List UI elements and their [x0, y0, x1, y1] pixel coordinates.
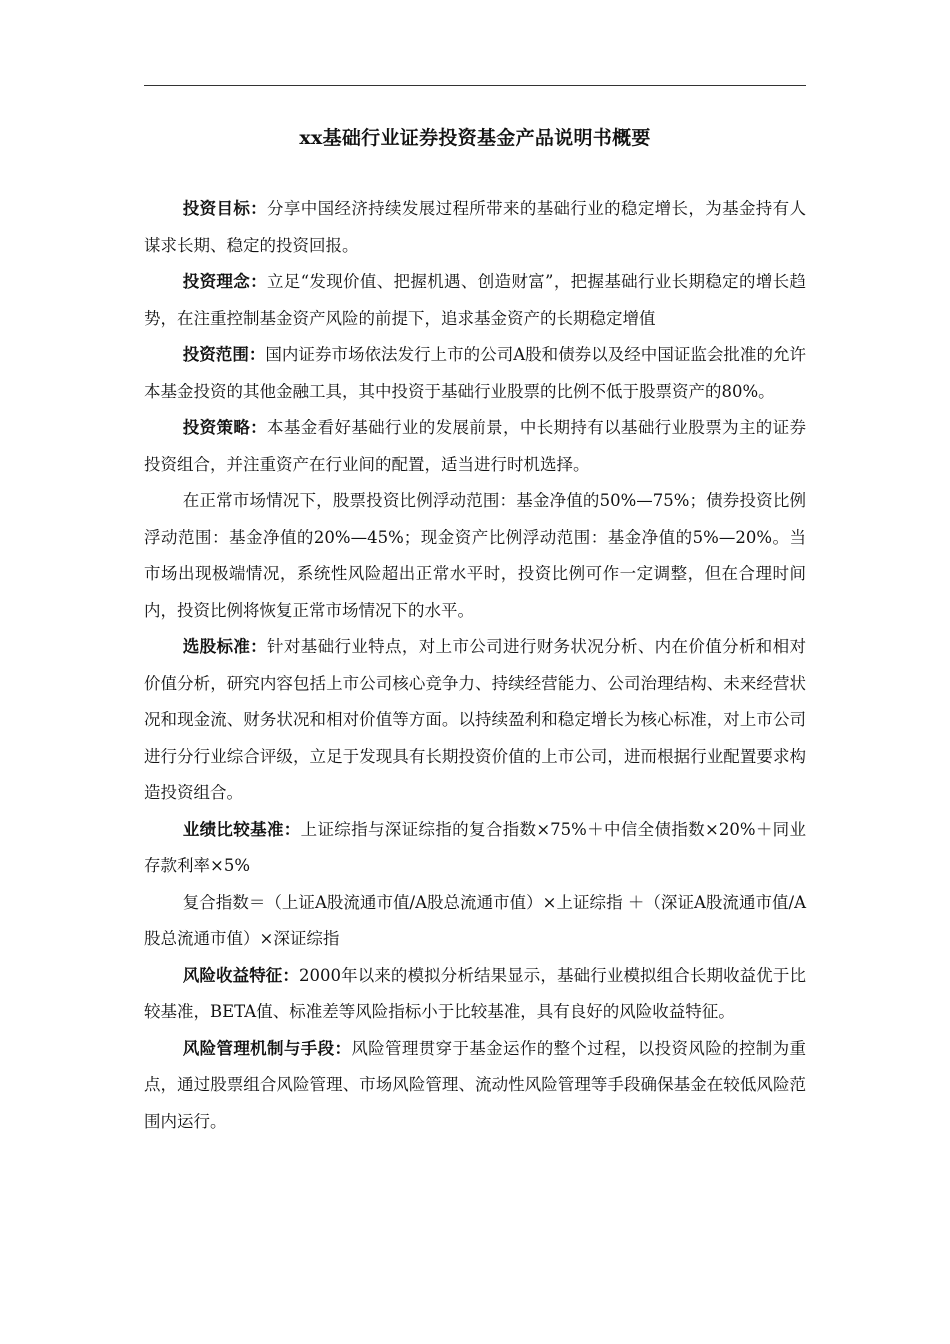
- paragraph-label: 投资理念：: [182, 272, 267, 291]
- document-body: [144, 191, 806, 1140]
- paragraph-risk-return: [144, 958, 806, 1031]
- paragraph-text: 复合指数＝（上证A股流通市值/A股总流通市值）×上证综指 ＋（深证A股流通市值/A股总流通市值）×深证综指: [144, 892, 806, 948]
- paragraph-label: 选股标准：: [182, 637, 268, 656]
- paragraph-stock-selection: [144, 629, 806, 812]
- paragraph-investment-strategy: [144, 410, 806, 483]
- paragraph-text: 2000年以来的模拟分析结果显示，基础行业模拟组合长期收益优于比较基准，BETA值、标准差等风险指标小于比较基准，具有良好的风险收益特征。: [144, 965, 806, 1021]
- paragraph-text: 风险管理贯穿于基金运作的整个过程，以投资风险的控制为重点，通过股票组合风险管理、市场风险管理、流动性风险管理等手段确保基金在较低风险范围内运行。: [144, 1038, 807, 1131]
- paragraph-label: 投资策略：: [182, 418, 268, 437]
- paragraph-text: 针对基础行业特点，对上市公司进行财务状况分析、内在价值分析和相对价值分析，研究内容包括上市公司核心竞争力、持续经营能力、公司治理结构、未来经营状况和现金流、财务状况和相对价值等方面。以持续盈利和稳定增长为核心标准，对上市公司进行分行业综合评级，立足于发现具有长期投资价值的上市公司，进而根据行业配置要求构造投资组合。: [144, 637, 807, 802]
- paragraph-investment-objective: [144, 191, 806, 264]
- paragraph-text: 在正常市场情况下，股票投资比例浮动范围：基金净值的50%—75%；债券投资比例浮动范围：基金净值的20%—45%；现金资产比例浮动范围：基金净值的5%—20%。当市场出现极端情况，系统性风险超出正常水平时，投资比例可作一定调整，但在合理时间内，投资比例将恢复正常市场情况下的水平。: [144, 491, 806, 620]
- paragraph-label: 业绩比较基准：: [182, 819, 301, 839]
- paragraph-text: 分享中国经济持续发展过程所带来的基础行业的稳定增长，为基金持有人谋求长期、稳定的投资回报。: [144, 199, 807, 255]
- paragraph-risk-management: [144, 1031, 806, 1141]
- paragraph-text: 国内证券市场依法发行上市的公司A股和债券以及经中国证监会批准的允许本基金投资的其他金融工具，其中投资于基础行业股票的比例不低于股票资产的80%。: [144, 345, 807, 401]
- paragraph-label: 风险收益特征：: [182, 965, 300, 985]
- paragraph-label: 投资范围：: [182, 345, 266, 364]
- paragraph-composite-index: [144, 885, 806, 958]
- paragraph-benchmark: [144, 812, 806, 885]
- paragraph-text: 立足“发现价值、把握机遇、创造财富”，把握基础行业长期稳定的增长趋势，在注重控制基金资产风险的前提下，追求基金资产的长期稳定增值: [144, 272, 806, 328]
- header-rule: [144, 85, 806, 86]
- paragraph-investment-scope: [144, 337, 806, 410]
- paragraph-allocation-ranges: [144, 483, 806, 629]
- paragraph-text: 上证综指与深证综指的复合指数×75%＋中信全债指数×20%＋同业存款利率×5%: [144, 819, 807, 875]
- paragraph-investment-philosophy: [144, 264, 806, 337]
- paragraph-label: 投资目标：: [182, 199, 268, 218]
- document-title: xx基础行业证券投资基金产品说明书概要: [299, 127, 651, 149]
- paragraph-text: 本基金看好基础行业的发展前景，中长期持有以基础行业股票为主的证券投资组合，并注重资产在行业间的配置，适当进行时机选择。: [144, 418, 807, 474]
- paragraph-label: 风险管理机制与手段：: [182, 1038, 352, 1058]
